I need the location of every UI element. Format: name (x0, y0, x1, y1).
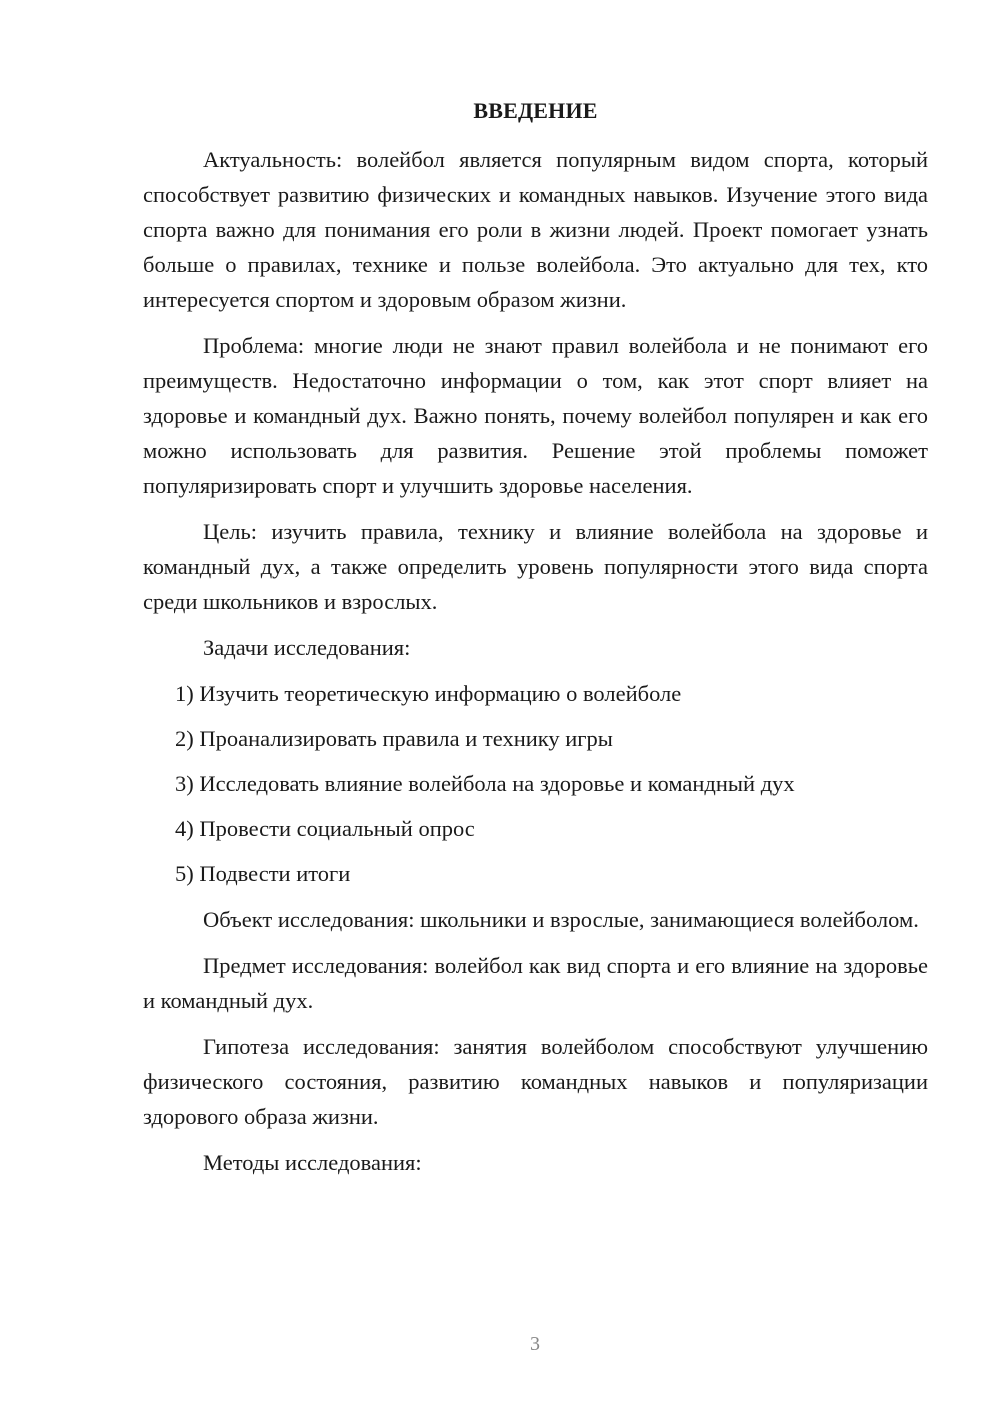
paragraph-relevance: Актуальность: волейбол является популярным видом спорта, который способствует развитию физических и командных навыков. Изучение этого вида спорта важно для понимания его роли в жизни людей. Проект помогает узнать больше о правилах, технике и пользе волейбола. Это актуально для тех, кто интересуется спортом и здоровым образом жизни. (143, 147, 928, 312)
body-text (143, 142, 928, 1191)
tasks-list (143, 676, 928, 891)
list-item: 1) Изучить теоретическую информацию о волейболе (175, 681, 682, 706)
paragraph-problem: Проблема: многие люди не знают правил волейбола и не понимают его преимуществ. Недостаточно информации о том, как этот спорт влияет на здоровье и командный дух. Важно понять, почему волейбол популярен и как его можно использовать для развития. Решение этой проблемы поможет популяризировать спорт и улучшить здоровье населения. (143, 333, 928, 498)
list-item: 2) Проанализировать правила и технику игры (175, 726, 613, 751)
section-heading: ВВЕДЕНИЕ (473, 98, 598, 123)
paragraph-goal: Цель: изучить правила, технику и влияние волейбола на здоровье и командный дух, а также определить уровень популярности этого вида спорта среди школьников и взрослых. (143, 519, 928, 614)
list-item: 5) Подвести итоги (175, 861, 351, 886)
paragraph-subject: Предмет исследования: волейбол как вид спорта и его влияние на здоровье и командный дух. (143, 953, 928, 1013)
paragraph-methods: Методы исследования: (203, 1150, 422, 1175)
list-item: 3) Исследовать влияние волейбола на здоровье и командный дух (175, 771, 795, 796)
list-item: 4) Провести социальный опрос (175, 816, 475, 841)
paragraph-tasks-heading: Задачи исследования: (203, 635, 411, 660)
paragraph-hypothesis: Гипотеза исследования: занятия волейболом способствуют улучшению физического состояния, развитию командных навыков и популяризации здорового образа жизни. (143, 1034, 928, 1129)
page-number: 3 (530, 1333, 540, 1355)
paragraph-object: Объект исследования: школьники и взрослые, занимающиеся волейболом. (203, 907, 919, 932)
